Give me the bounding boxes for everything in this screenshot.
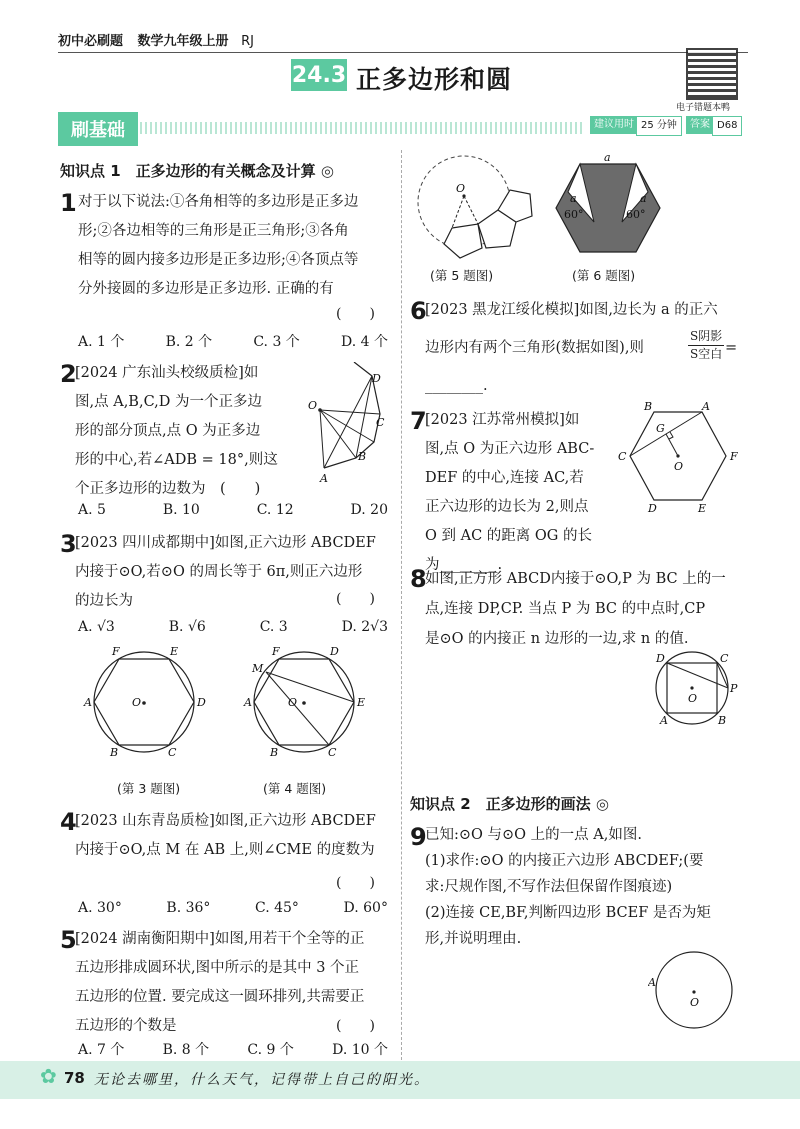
q5-options (78, 1039, 388, 1059)
q3-option-a: A. √3 (78, 619, 115, 635)
q9-line: 已知:⊙O 与⊙O 上的一点 A,如图. (425, 827, 642, 843)
label-a: a (604, 152, 611, 164)
label-C: C (618, 450, 627, 463)
q7-line: 图,点 O 为正六边形 ABC- (425, 441, 595, 457)
section-heading-1 (60, 160, 334, 181)
q2-option-c: C. 12 (256, 502, 294, 518)
label-D: D (372, 372, 381, 385)
label-B: B (718, 714, 727, 727)
label-A: A (320, 472, 328, 485)
q6-line-1: [2023 黑龙江绥化模拟]如图,边长为 a 的正六 (425, 302, 718, 318)
label-E: E (357, 696, 366, 709)
q2-option-d: D. 20 (350, 502, 388, 518)
q5-number: 5 (60, 926, 77, 954)
fig6-shaded-hexagon (550, 152, 670, 262)
label-B: B (270, 746, 279, 759)
q6-fraction (688, 328, 724, 363)
q1-line: 对于以下说法:①各角相等的多边形是正多边 (78, 194, 359, 210)
fig9-circle (648, 948, 748, 1032)
q1-option-c: C. 3 个 (253, 334, 300, 350)
q5-answer-blank: ( ) (336, 1018, 375, 1034)
fig4-hexagon-in-circle (242, 642, 372, 762)
q7-line: DEF 的中心,连接 AC,若 (425, 470, 584, 486)
time-label: 建议用时 (590, 116, 638, 134)
q9-line: 形,并说明理由. (425, 931, 522, 947)
label-D: D (197, 696, 206, 709)
label-F: F (730, 450, 738, 463)
q8-stem (425, 564, 743, 654)
q7-stem (425, 406, 625, 580)
target-icon: ◎ (320, 162, 334, 180)
q3-line: 内接于⊙O,若⊙O 的周长等于 6π,则正六边形 (75, 564, 363, 580)
q3-line: [2023 四川成都期中]如图,正六边形 ABCDEF (75, 535, 376, 551)
label-D: D (656, 652, 665, 665)
q4-line: [2023 山东青岛质检]如图,正六边形 ABCDEF (75, 813, 376, 829)
q3-options (78, 619, 388, 635)
q1-stem (78, 188, 390, 304)
q7-number: 7 (410, 407, 427, 435)
subject-name: 数学九年级上册 (137, 34, 229, 49)
section-heading-1-text: 知识点 1 正多边形的有关概念及计算 (60, 162, 316, 180)
q3-line: 的边长为 (75, 593, 133, 609)
q8-line: 是⊙O 的内接正 n 边形的一边,求 n 的值. (425, 631, 689, 647)
q4-option-d: D. 60° (343, 900, 388, 916)
q8-line: 点,连接 DP,CP. 当点 P 为 BC 的中点时,CP (425, 601, 706, 617)
q2-number: 2 (60, 360, 77, 388)
q5-option-a: A. 7 个 (78, 1042, 125, 1058)
q1-options (78, 331, 388, 351)
answer-label: 答案 (686, 116, 714, 134)
q5-option-b: B. 8 个 (162, 1042, 210, 1058)
label-angle: 60° (564, 208, 584, 221)
q4-option-a: A. 30° (78, 900, 122, 916)
label-O: O (308, 399, 318, 412)
q9-line: 求:尺规作图,不写作法但保留作图痕迹) (425, 879, 673, 895)
label-A: A (648, 976, 656, 989)
label-E: E (170, 645, 179, 658)
section-badge: 刷基础 (58, 112, 138, 146)
q7-line: [2023 江苏常州模拟]如 (425, 412, 580, 428)
q5-line: 五边形排成圆环状,图中所示的是其中 3 个正 (75, 960, 360, 976)
column-divider (401, 150, 402, 1065)
page-number: 78 (64, 1069, 85, 1087)
q4-option-c: C. 45° (255, 900, 299, 916)
q1-line: 相等的圆内接多边形是正多边形;④各顶点等 (78, 252, 359, 268)
label-A: A (84, 696, 92, 709)
label-F: F (112, 645, 120, 658)
q4-number: 4 (60, 808, 77, 836)
fig6-caption: (第 6 题图) (572, 268, 636, 283)
q6-frac-num: S阴影 (688, 328, 724, 346)
lesson-number: 24.3 (291, 59, 347, 91)
label-D: D (648, 502, 657, 515)
label-B: B (644, 400, 653, 413)
q7-line: 为________. (425, 557, 503, 573)
label-A: A (244, 696, 252, 709)
q3-option-c: C. 3 (259, 619, 288, 635)
qr-caption: 电子错题本鸭 (676, 103, 731, 113)
q1-option-b: B. 2 个 (165, 334, 213, 350)
label-O: O (132, 696, 142, 709)
section-stripe (140, 122, 585, 134)
label-C: C (168, 746, 177, 759)
fig3-hexagon-in-circle (82, 642, 212, 762)
q6-frac-den: S空白 (690, 347, 723, 361)
q2-option-b: B. 10 (162, 502, 200, 518)
q9-line: (1)求作:⊙O 的内接正六边形 ABCDEF;(要 (425, 853, 704, 869)
q2-line: [2024 广东汕头校级质检]如 (75, 365, 259, 381)
q9-line: (2)连接 CE,BF,判断四边形 BCEF 是否为矩 (425, 905, 711, 921)
fig4-caption: (第 4 题图) (263, 781, 327, 796)
label-B: B (358, 450, 367, 463)
target-icon: ◎ (595, 795, 609, 813)
q6-number: 6 (410, 297, 427, 325)
answer-page: D68 (712, 116, 742, 136)
label-A: A (660, 714, 668, 727)
q1-answer-blank: ( ) (336, 306, 375, 322)
label-A: A (702, 400, 710, 413)
q5-line: 五边形的位置. 要完成这一圆环排列,共需要正 (75, 989, 365, 1005)
label-angle: 60° (626, 208, 646, 221)
q2-option-a: A. 5 (78, 502, 106, 518)
label-a: a (640, 192, 647, 205)
q7-line: 正六边形的边长为 2,则点 (425, 499, 589, 515)
fig5-pentagon-ring (416, 152, 536, 262)
edition: RJ (241, 34, 254, 49)
q3-option-d: D. 2√3 (341, 619, 388, 635)
label-G: G (656, 422, 665, 435)
fig3-caption: (第 3 题图) (117, 781, 181, 796)
lesson-title: 正多边形和圆 (356, 65, 513, 94)
q5-line: 五边形的个数是 (75, 1018, 177, 1034)
label-O: O (674, 460, 684, 473)
header-rule (58, 52, 748, 53)
q9-number: 9 (410, 823, 427, 851)
fig5-caption: (第 5 题图) (430, 268, 494, 283)
plant-icon: ✿ (40, 1064, 57, 1088)
footer-motto: 无论去哪里，什么天气，记得带上自己的阳光。 (94, 1072, 430, 1088)
label-B: B (110, 746, 119, 759)
section-heading-2-text: 知识点 2 正多边形的画法 (410, 795, 591, 813)
time-value: 25 分钟 (636, 116, 682, 136)
q5-option-d: D. 10 个 (332, 1042, 388, 1058)
q2-line: 形的部分顶点,点 O 为正多边 (75, 423, 261, 439)
q8-number: 8 (410, 565, 427, 593)
fig8-square-in-circle (648, 648, 744, 728)
q3-number: 3 (60, 530, 77, 558)
label-a: a (570, 192, 577, 205)
q9-stem (425, 822, 745, 952)
label-O: O (690, 996, 700, 1009)
q5-option-c: C. 9 个 (247, 1042, 294, 1058)
q3-answer-blank: ( ) (336, 591, 375, 607)
label-O: O (688, 692, 698, 705)
q4-answer-blank: ( ) (336, 875, 375, 891)
qr-code[interactable] (686, 48, 738, 100)
q7-line: O 到 AC 的距离 OG 的长 (425, 528, 592, 544)
q1-number: 1 (60, 189, 77, 217)
label-D: D (330, 645, 339, 658)
label-C: C (376, 416, 385, 429)
label-C: C (328, 746, 337, 759)
q4-line: 内接于⊙O,点 M 在 AB 上,则∠CME 的度数为 (75, 842, 375, 858)
label-O: O (288, 696, 298, 709)
q2-stem (75, 359, 305, 504)
label-C: C (720, 652, 729, 665)
q4-options (78, 900, 388, 916)
label-O: O (456, 182, 466, 195)
label-M: M (252, 662, 264, 675)
running-header (58, 30, 254, 49)
q3-option-b: B. √6 (168, 619, 206, 635)
section-heading-2 (410, 793, 609, 814)
q2-figure (300, 362, 400, 492)
q1-line: 分外接圆的多边形是正多边形. 正确的有 (78, 281, 334, 297)
q1-line: 形;②各边相等的三角形是正三角形;③各角 (78, 223, 349, 239)
q1-option-a: A. 1 个 (78, 334, 125, 350)
label-E: E (698, 502, 707, 515)
label-F: F (272, 645, 280, 658)
q6-equals: = (725, 340, 738, 356)
q4-option-b: B. 36° (166, 900, 211, 916)
q6-line-3: ________. (425, 378, 488, 394)
q5-line: [2024 湖南衡阳期中]如图,用若干个全等的正 (75, 931, 365, 947)
q2-line: 形的中心,若∠ADB = 18°,则这 (75, 452, 278, 468)
q6-line-2: 边形内有两个三角形(数据如图),则 (425, 340, 644, 356)
q2-line: 图,点 A,B,C,D 为一个正多边 (75, 394, 262, 410)
fig7-hexagon (618, 398, 746, 516)
q4-stem (75, 807, 393, 865)
q2-line: 个正多边形的边数为 ( ) (75, 481, 261, 497)
book-name: 初中必刷题 (58, 34, 124, 49)
q8-line: 如图,正方形 ABCD内接于⊙O,P 为 BC 上的一 (425, 571, 726, 587)
q1-option-d: D. 4 个 (341, 334, 388, 350)
label-P: P (730, 682, 738, 695)
q2-options (78, 502, 388, 518)
